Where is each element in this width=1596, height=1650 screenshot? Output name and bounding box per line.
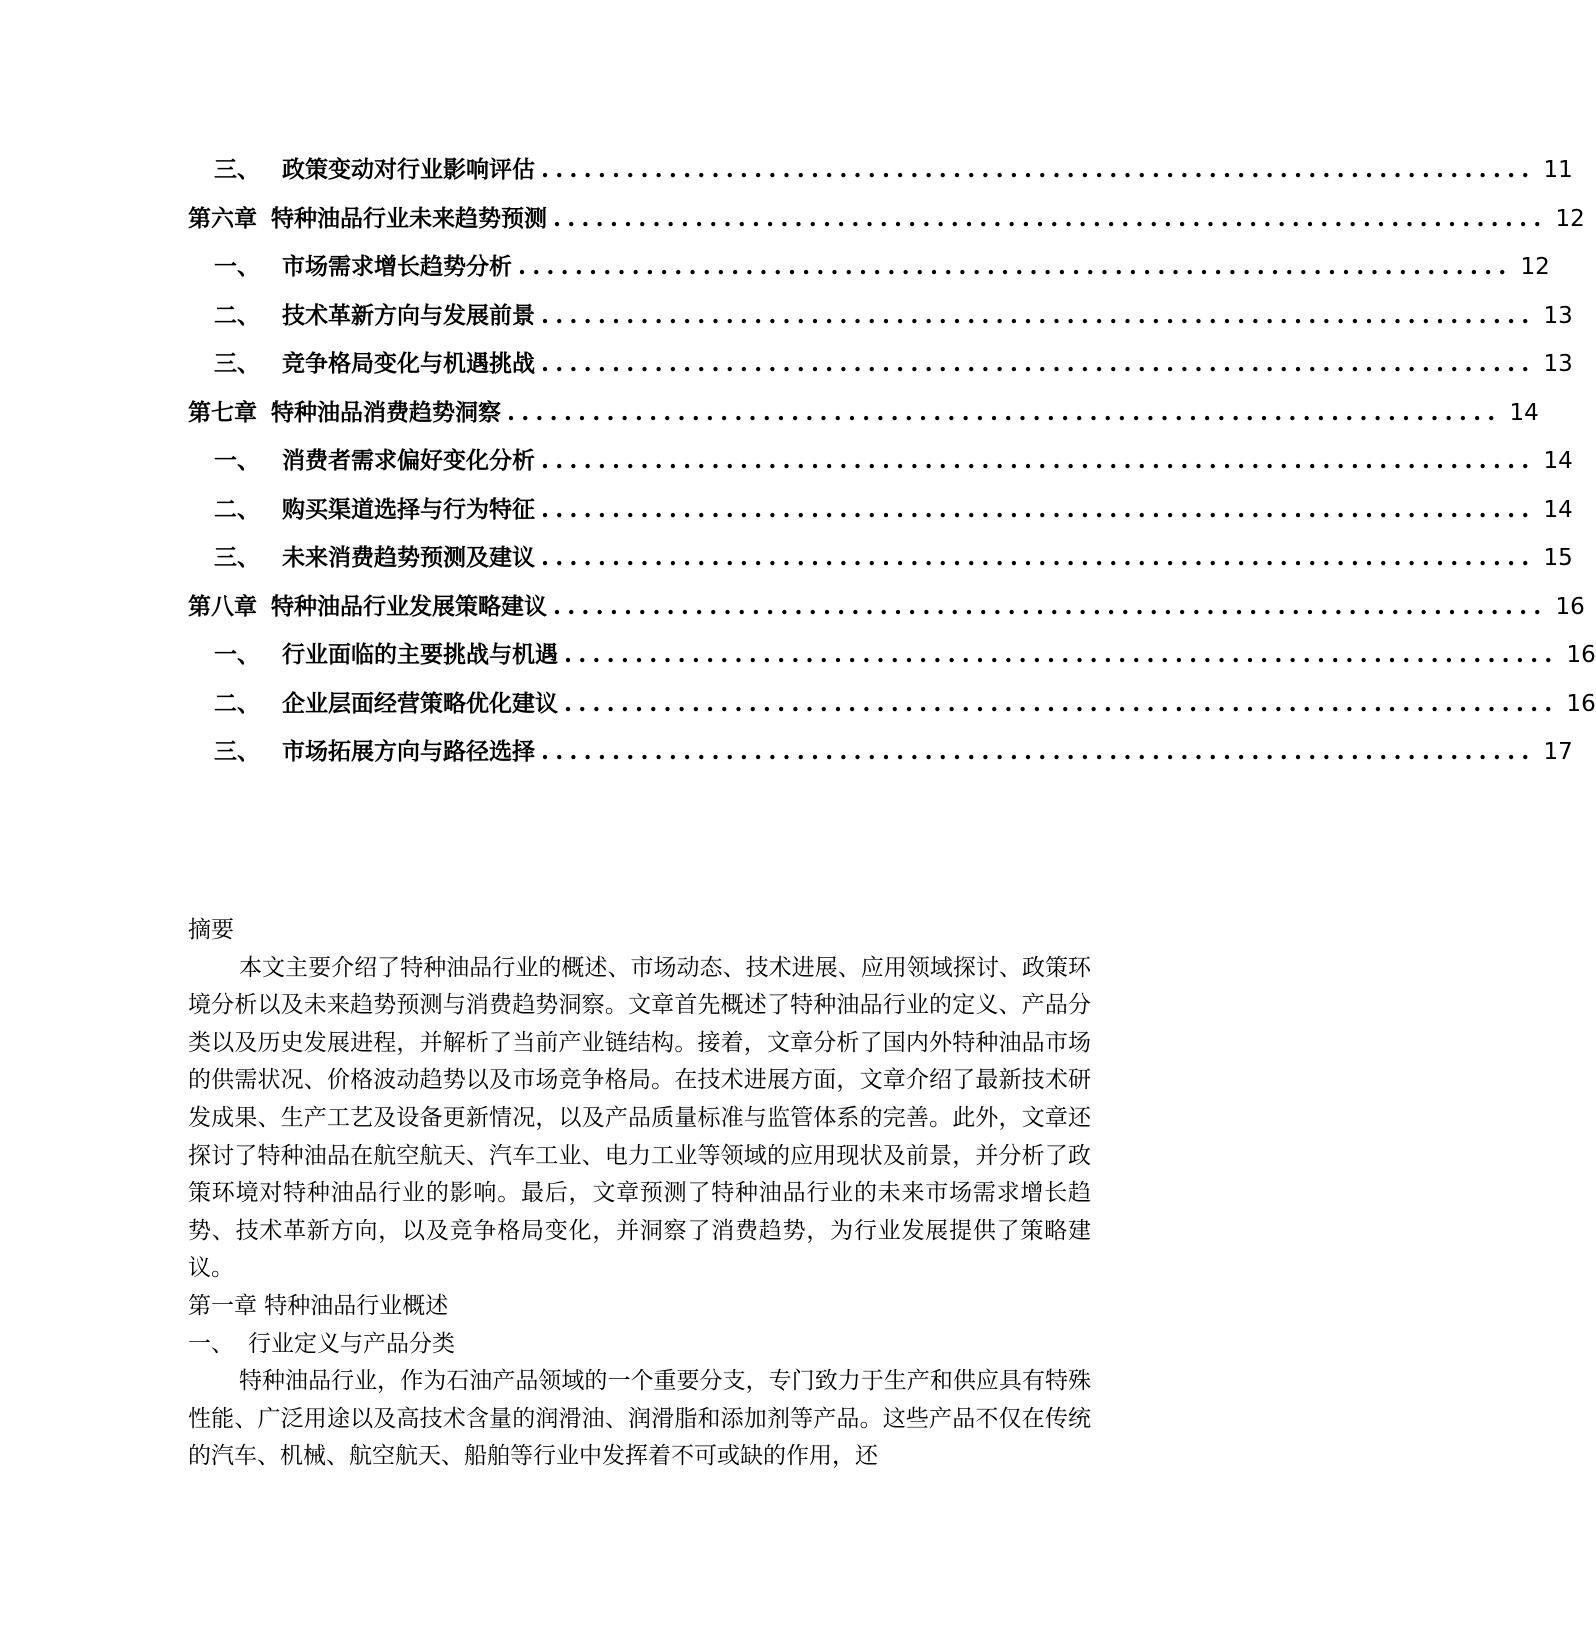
chapter-heading: 第一章 特种油品行业概述 <box>188 1292 449 1319</box>
toc-entry[interactable] <box>188 437 1573 486</box>
toc-leader-dots: ...................................................................... <box>518 253 1513 280</box>
toc-leader-dots: ...................................................................... <box>541 495 1536 523</box>
toc-entry-title: 企业层面经营策略优化建议 <box>282 689 558 717</box>
toc-entry-number: 三、 <box>214 544 260 571</box>
toc-entry-title: 特种油品行业发展策略建议 <box>271 592 547 620</box>
toc-leader-dots: ...................................................................... <box>541 544 1536 571</box>
toc-leader-dots: ...................................................................... <box>541 738 1536 765</box>
toc-entry[interactable] <box>188 680 1596 729</box>
toc-entry-title: 政策变动对行业影响评估 <box>282 156 535 183</box>
toc-entry[interactable] <box>188 340 1573 389</box>
toc-entry[interactable] <box>188 146 1573 195</box>
toc-entry[interactable] <box>188 243 1550 292</box>
document-body <box>188 912 1091 1476</box>
toc-leader-dots: ...................................................................... <box>541 156 1536 183</box>
toc-entry-number: 二、 <box>214 689 260 717</box>
toc-entry-page: 14 <box>1509 399 1539 426</box>
toc-entry-number: 第七章 <box>188 398 257 426</box>
toc-entry[interactable] <box>188 486 1573 535</box>
toc-entry-page: 17 <box>1543 739 1573 765</box>
toc-entry-page: 14 <box>1543 496 1573 523</box>
toc-entry-page: 14 <box>1543 448 1573 474</box>
toc-leader-dots: ...................................................................... <box>507 398 1502 426</box>
toc-entry[interactable] <box>188 195 1585 244</box>
table-of-contents <box>188 146 1596 777</box>
toc-entry-page: 16 <box>1566 642 1596 668</box>
toc-entry-title: 特种油品消费趋势洞察 <box>271 398 501 426</box>
toc-entry-title: 技术革新方向与发展前景 <box>282 301 535 329</box>
toc-entry-title: 市场需求增长趋势分析 <box>282 253 512 280</box>
toc-entry-page: 12 <box>1555 205 1585 232</box>
toc-entry-page: 11 <box>1543 157 1573 183</box>
toc-entry-page: 16 <box>1566 690 1596 717</box>
toc-entry[interactable] <box>188 389 1539 438</box>
toc-entry-number: 三、 <box>214 156 260 183</box>
toc-entry-number: 二、 <box>214 495 260 523</box>
toc-entry-number: 一、 <box>214 641 260 668</box>
toc-entry[interactable] <box>188 631 1596 680</box>
toc-entry-number: 三、 <box>214 738 260 765</box>
toc-entry-title: 购买渠道选择与行为特征 <box>282 495 535 523</box>
toc-leader-dots: ...................................................................... <box>553 592 1548 620</box>
toc-entry[interactable] <box>188 728 1573 777</box>
toc-entry-number: 一、 <box>214 253 260 280</box>
toc-leader-dots: ...................................................................... <box>564 689 1559 717</box>
toc-leader-dots: ...................................................................... <box>553 204 1548 232</box>
toc-entry-title: 特种油品行业未来趋势预测 <box>271 204 547 232</box>
toc-entry-title: 市场拓展方向与路径选择 <box>282 738 535 765</box>
section-heading <box>188 1326 1091 1364</box>
toc-entry-number: 三、 <box>214 350 260 377</box>
toc-entry-page: 13 <box>1543 351 1573 377</box>
toc-entry-number: 第六章 <box>188 204 257 232</box>
toc-entry-title: 未来消费趋势预测及建议 <box>282 544 535 571</box>
section-title: 行业定义与产品分类 <box>248 1330 455 1357</box>
toc-entry-page: 13 <box>1543 302 1573 329</box>
toc-entry[interactable] <box>188 292 1573 341</box>
toc-entry[interactable] <box>188 583 1585 632</box>
toc-entry-page: 12 <box>1520 254 1550 280</box>
abstract-heading: 摘要 <box>188 917 234 943</box>
toc-leader-dots: ...................................................................... <box>541 350 1536 377</box>
toc-entry-page: 16 <box>1555 593 1585 620</box>
toc-leader-dots: ...................................................................... <box>541 301 1536 329</box>
toc-entry-number: 第八章 <box>188 592 257 620</box>
toc-entry-title: 消费者需求偏好变化分析 <box>282 447 535 474</box>
toc-entry-number: 一、 <box>214 447 260 474</box>
toc-leader-dots: ...................................................................... <box>564 641 1559 668</box>
toc-entry-title: 竞争格局变化与机遇挑战 <box>282 350 535 377</box>
toc-entry-title: 行业面临的主要挑战与机遇 <box>282 641 558 668</box>
toc-entry-number: 二、 <box>214 301 260 329</box>
abstract-paragraph: 本文主要介绍了特种油品行业的概述、市场动态、技术进展、应用领域探讨、政策环境分析以及未来趋势预测与消费趋势洞察。文章首先概述了特种油品行业的定义、产品分类以及历史发展进程，并解析了当前产业链结构。接着，文章分析了国内外特种油品市场的供需状况、价格波动趋势以及市场竞争格局。在技术进展方面，文章介绍了最新技术研发成果、生产工艺及设备更新情况，以及产品质量标准与监管体系的完善。此外，文章还探讨了特种油品在航空航天、汽车工业、电力工业等领域的应用现状及前景，并分析了政策环境对特种油品行业的影响。最后，文章预测了特种油品行业的未来市场需求增长趋势、技术革新方向，以及竞争格局变化，并洞察了消费趋势，为行业发展提供了策略建议。 <box>188 954 1091 1282</box>
toc-entry[interactable] <box>188 534 1573 583</box>
section-number: 一、 <box>188 1330 234 1357</box>
body-paragraph: 特种油品行业，作为石油产品领域的一个重要分支，专门致力于生产和供应具有特殊性能、广泛用途以及高技术含量的润滑油、润滑脂和添加剂等产品。这些产品不仅在传统的汽车、机械、航空航天、船舶等行业中发挥着不可或缺的作用，还 <box>188 1368 1091 1470</box>
toc-leader-dots: ...................................................................... <box>541 447 1536 474</box>
toc-entry-page: 15 <box>1543 545 1573 571</box>
